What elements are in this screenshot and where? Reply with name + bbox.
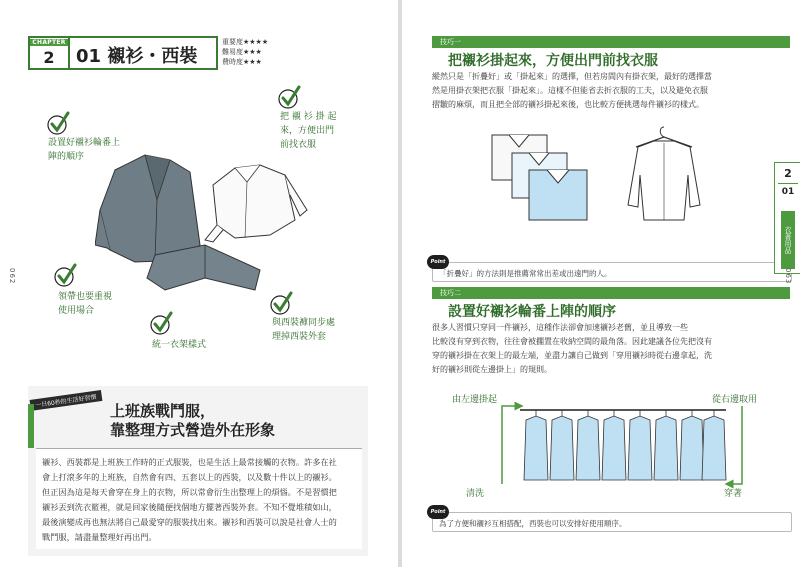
caption-hanger: 統一衣架樣式 bbox=[152, 340, 207, 350]
side-tab-section: 01 bbox=[781, 187, 795, 197]
tip1-body: 縱然只是「折疊好」或「掛起來」的選擇，但若房間內有掛衣架，最好的選擇當 然是用掛衣架把衣服「掛起來」。這樣不但能省去折衣服的工夫，以及避免衣服 摺皺的麻煩，而且把全部的襯衫掛起來後，也比較方便挑選每件襯衫的樣式。 bbox=[432, 72, 712, 109]
chapter-label: CHAPTER bbox=[30, 39, 68, 46]
point-badge: Point bbox=[427, 505, 449, 519]
left-page bbox=[0, 0, 398, 567]
side-tab bbox=[774, 162, 800, 274]
tip2-point-text: 為了方便和襯衫互相搭配，西裝也可以安排好使用順序。 bbox=[439, 519, 627, 528]
title-box bbox=[68, 36, 218, 70]
suit-shirt-illustration bbox=[95, 150, 315, 305]
page-number: 062 bbox=[8, 268, 16, 285]
page-number: 063 bbox=[784, 268, 792, 285]
check-icon bbox=[45, 110, 71, 136]
tip1-point-box bbox=[430, 259, 792, 285]
tip2-title: 設置好襯衫輪番上陣的順序 bbox=[448, 304, 616, 320]
take-arrow bbox=[726, 406, 742, 484]
habit-tag: 一日60秒的生活好習慣 bbox=[30, 390, 102, 411]
rail-right-bottom-label: 穿著 bbox=[724, 489, 743, 499]
hanging-shirt-illustration bbox=[624, 125, 704, 225]
hang-arrow bbox=[502, 406, 522, 484]
caption-hang-shirts: 把 襯 衫 掛 起 來，方便出門 前找衣服 bbox=[280, 112, 337, 150]
tip2-bar: 技巧二 bbox=[432, 287, 790, 299]
tip1-title: 把襯衫掛起來，方便出門前找衣服 bbox=[448, 53, 658, 69]
caption-tie: 領帶也要重視 使用場合 bbox=[58, 292, 113, 316]
body-text: 襯衫、西裝都是上班族工作時的正式服裝，也是生活上最常接觸的衣物。許多在社 會上打滾多年的上班族，自然會有四、五套以上的西裝，以及數十件以上的襯衫。 但正因為這是每天會穿在身上的衣物，所以常會衍生出整理上的煩惱。不是習慣把 襯衫丟到洗衣籃裡，就是回家後隨便找個地方擺著西裝外套。不知不覺堆積如山， 最後演變成再也無法將自己最愛穿的服裝找出來。襯衫和西裝可以說是社會人士的 戰鬥服，請盡量整理好再出門。 bbox=[42, 457, 337, 542]
right-page bbox=[402, 0, 800, 567]
rail-right-top-label: 從右邊取用 bbox=[712, 395, 758, 405]
tip2-body: 很多人習慣只穿同一件襯衫，這種作法卻會加速襯衫老舊，並且導致一些 比較沒有穿到衣物，往往會被擱置在收納空間的最角落。因此建議各位先把沒有 穿的襯衫掛在衣架上的最左端，並盡力讓自己做到「穿用襯衫時從右邊拿起，洗 好的襯衫則從左邊掛上」的規則。 bbox=[432, 323, 712, 374]
rail-left-bottom-label: 清洗 bbox=[466, 489, 485, 499]
white-shirt-illustration bbox=[205, 165, 307, 242]
hung-shirts bbox=[524, 410, 726, 480]
folded-shirts-illustration bbox=[487, 125, 592, 225]
rail-left-top-label: 由左邊掛起 bbox=[452, 395, 498, 405]
headline-accent-bar bbox=[28, 404, 34, 448]
page-title: 01 襯衫・西裝 bbox=[76, 46, 198, 67]
caption-hang-order: 設置好襯衫輪番上 陣的順序 bbox=[48, 138, 121, 162]
chapter-number: 2 bbox=[43, 48, 55, 67]
chapter-box bbox=[28, 36, 70, 70]
point-badge: Point bbox=[427, 255, 449, 269]
body-box bbox=[36, 448, 362, 549]
shirt-rail-diagram bbox=[442, 402, 787, 500]
suit-jacket-illustration bbox=[95, 155, 200, 262]
caption-trousers: 與西裝褲同步處 理掉西裝外套 bbox=[272, 318, 336, 342]
rating-time: 費時度★★★ bbox=[222, 58, 262, 66]
tip1-point-text: 「折疊好」的方法則是推薦常常出差或出遠門的人。 bbox=[439, 269, 612, 278]
tip1-bar: 技巧一 bbox=[432, 36, 790, 48]
tip2-point-box bbox=[430, 509, 792, 532]
rating-importance: 重要度★★★★ bbox=[222, 38, 269, 46]
check-icon bbox=[148, 310, 174, 336]
side-tab-label: 衣著用品 bbox=[781, 211, 795, 269]
rating-difficulty: 難易度★★★ bbox=[222, 48, 262, 56]
headline: 上班族戰鬥服， 靠整理方式營造外在形象 bbox=[110, 402, 276, 439]
check-icon bbox=[52, 262, 78, 288]
check-icon bbox=[276, 84, 302, 110]
side-tab-chapter: 2 bbox=[784, 167, 792, 180]
